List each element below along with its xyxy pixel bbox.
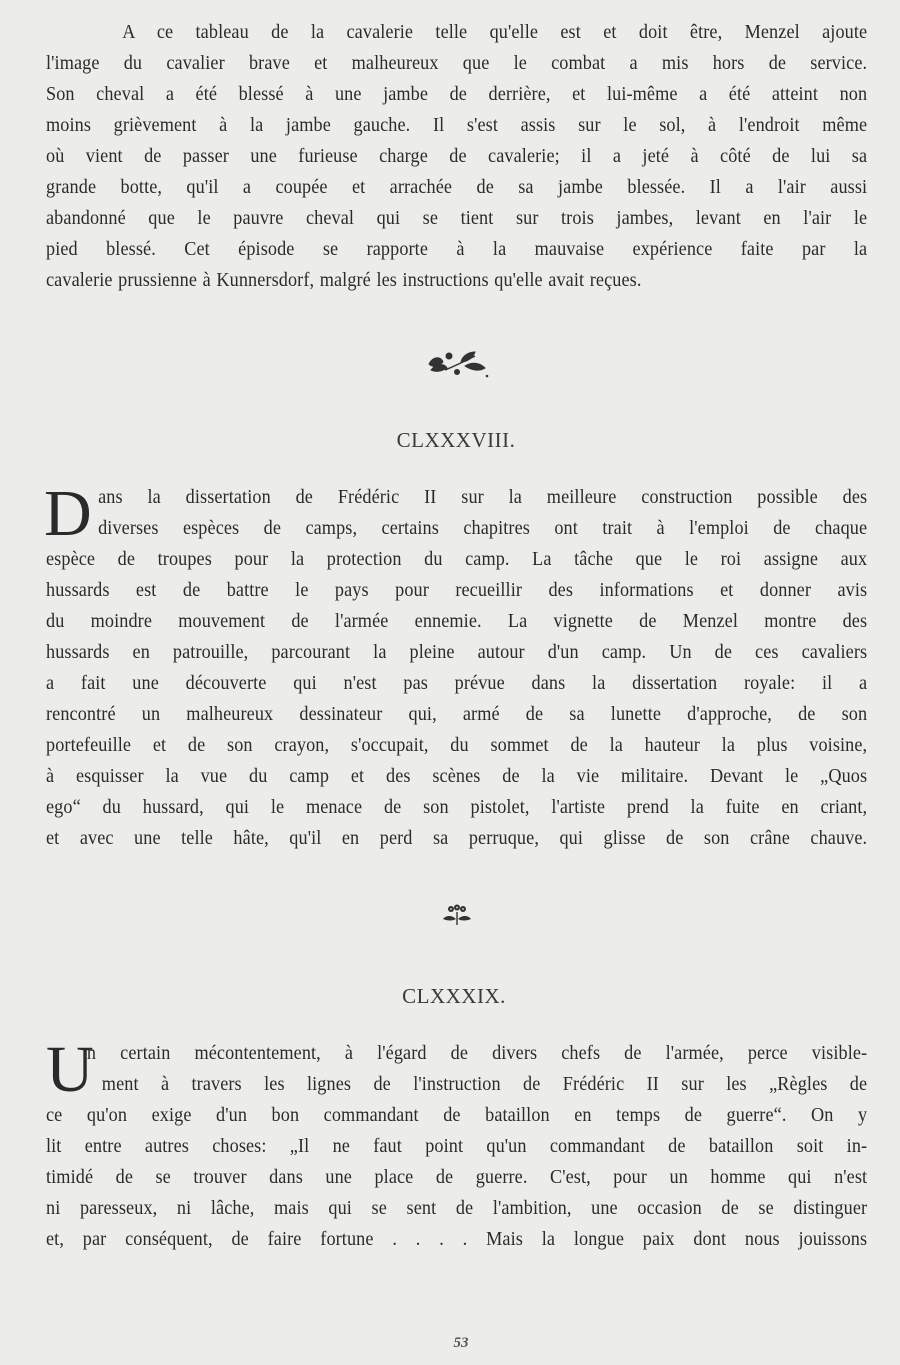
text-line: Son cheval a été blessé à une jambe de derrière, et lui-même a été atteint non (46, 84, 868, 105)
text-line: ce qu'on exige d'un bon commandant de bataillon en temps de guerre“. On y (46, 1105, 868, 1126)
text-line: où vient de passer une furieuse charge de cavalerie; il a jeté à côté de lui sa (46, 146, 868, 167)
floral-branch-ornament-icon (425, 348, 489, 380)
text-line: à esquisser la vue du camp et des scènes de la vie militaire. Devant le „Quos (46, 766, 868, 787)
text-line: a fait une découverte qui n'est pas prévue dans la dissertation royale: il a (46, 673, 868, 694)
text-line: et, par conséquent, de faire fortune . . . . Mais la longue paix dont nous jouissons (46, 1229, 868, 1250)
text-line: et avec une telle hâte, qu'il en perd sa perruque, qui glisse de son crâne chauve. (46, 828, 868, 849)
text-line: abandonné que le pauvre cheval qui se tient sur trois jambes, levant en l'air le (46, 208, 868, 229)
text-line: A ce tableau de la cavalerie telle qu'elle est et doit être, Menzel ajoute (122, 22, 868, 43)
paragraph-intro (46, 17, 867, 296)
text-line: l'image du cavalier brave et malheureux que le combat a mis hors de service. (46, 53, 868, 74)
text-line: espèce de troupes pour la protection du camp. La tâche que le roi assigne aux (46, 549, 868, 570)
text-line: pied blessé. Cet épisode se rapporte à la mauvaise expérience faite par la (46, 239, 868, 260)
text-line: grande botte, qu'il a coupée et arrachée de sa jambe blessée. Il a l'air aussi (46, 177, 868, 198)
section-heading: CLXXXIX. (402, 984, 506, 1008)
text-line: cavalerie prussienne à Kunnersdorf, malgré les instructions qu'elle avait reçues. (46, 270, 642, 291)
text-line: moins grièvement à la jambe gauche. Il s'est assis sur le sol, à l'endroit même (46, 115, 868, 136)
text-line: hussards en patrouille, parcourant la pleine autour d'un camp. Un de ces cavaliers (46, 642, 868, 663)
text-line: rencontré un malheureux dessinateur qui, armé de sa lunette d'approche, de son (46, 704, 868, 725)
page-number: 53 (453, 1335, 469, 1351)
text-line: portefeuille et de son crayon, s'occupait, du sommet de la hauteur la plus voisine, (46, 735, 868, 756)
drop-cap: D (44, 477, 92, 550)
flower-bouquet-ornament-icon (441, 904, 473, 926)
text-line: ment à travers les lignes de l'instruction de Frédéric II sur les „Règles de (101, 1074, 868, 1095)
text-line: n certain mécontentement, à l'égard de divers chefs de l'armée, perce visible- (86, 1043, 868, 1064)
paragraph-clxxxix (46, 1033, 868, 1255)
text-line: hussards est de battre le pays pour recueillir des informations et donner avis (46, 580, 868, 601)
text-line: lit entre autres choses: „Il ne faut point qu'un commandant de bataillon soit in- (46, 1136, 868, 1157)
text-line: diverses espèces de camps, certains chapitres ont trait à l'emploi de chaque (98, 518, 868, 539)
section-heading: CLXXXVIII. (396, 428, 516, 452)
drop-cap: U (46, 1033, 94, 1106)
text-line: timidé de se trouver dans une place de guerre. C'est, pour un homme qui n'est (46, 1167, 868, 1188)
text-line: ans la dissertation de Frédéric II sur la meilleure construction possible des (98, 487, 868, 508)
text-line: ni paresseux, ni lâche, mais qui se sent de l'ambition, une occasion de se distinguer (46, 1198, 868, 1219)
paragraph-clxxxviii (44, 477, 868, 854)
text-line: ego“ du hussard, qui le menace de son pistolet, l'artiste prend la fuite en criant, (46, 797, 868, 818)
text-line: du moindre mouvement de l'armée ennemie. La vignette de Menzel montre des (46, 611, 868, 632)
